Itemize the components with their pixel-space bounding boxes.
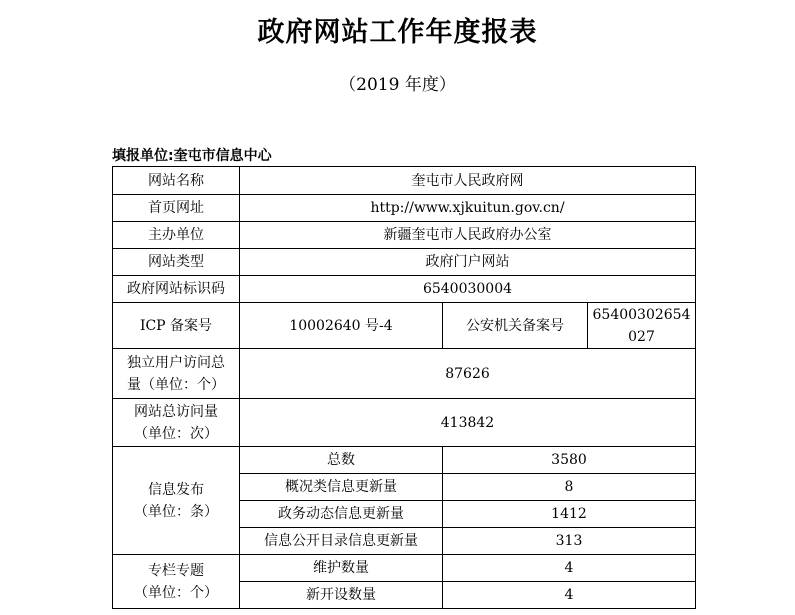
table-row <box>113 349 696 399</box>
homepage-value: http://www.xjkuitun.gov.cn/ <box>240 195 696 222</box>
total-visits-label-line2: （单位：次） <box>134 425 218 442</box>
unique-visitors-label-line2: 量（单位：个） <box>127 376 225 393</box>
info-release-label <box>113 447 240 555</box>
new-count-value: 4 <box>443 582 696 609</box>
table-row <box>113 303 696 349</box>
table-row <box>113 276 696 303</box>
site-name-label: 网站名称 <box>113 167 240 195</box>
site-type-value: 政府门户网站 <box>240 249 696 276</box>
table-row <box>113 447 696 474</box>
disclosure-update-value: 313 <box>443 528 696 555</box>
police-record-value <box>588 303 696 349</box>
police-record-value-line1: 65400302654 <box>592 306 691 323</box>
info-total-label: 总数 <box>240 447 443 474</box>
special-column-label-line1: 专栏专题 <box>148 562 204 579</box>
table-row <box>113 167 696 195</box>
table-row <box>113 222 696 249</box>
homepage-label: 首页网址 <box>113 195 240 222</box>
police-record-label: 公安机关备案号 <box>443 303 588 349</box>
site-type-label: 网站类型 <box>113 249 240 276</box>
info-total-value: 3580 <box>443 447 696 474</box>
filing-unit: 填报单位:奎屯市信息中心 <box>112 148 272 164</box>
info-release-label-line1: 信息发布 <box>148 481 204 498</box>
unique-visitors-value: 87626 <box>240 349 696 399</box>
table-row <box>113 195 696 222</box>
maintained-count-value: 4 <box>443 555 696 582</box>
icp-value: 10002640 号-4 <box>240 303 443 349</box>
report-year: （2019 年度） <box>339 75 456 95</box>
info-release-label-line2: （单位：条） <box>134 503 218 520</box>
overview-update-value: 8 <box>443 474 696 501</box>
total-visits-label <box>113 399 240 447</box>
police-record-value-line2: 027 <box>628 328 655 345</box>
new-count-label: 新开设数量 <box>240 582 443 609</box>
report-table <box>112 166 696 609</box>
site-name-value: 奎屯市人民政府网 <box>240 167 696 195</box>
news-update-value: 1412 <box>443 501 696 528</box>
sponsor-value: 新疆奎屯市人民政府办公室 <box>240 222 696 249</box>
total-visits-label-line1: 网站总访问量 <box>134 403 218 420</box>
icp-label: ICP 备案号 <box>113 303 240 349</box>
site-id-label: 政府网站标识码 <box>113 276 240 303</box>
special-column-label-line2: （单位：个） <box>134 584 218 601</box>
report-title: 政府网站工作年度报表 <box>257 17 538 48</box>
unique-visitors-label-line1: 独立用户访问总 <box>127 354 225 371</box>
overview-update-label: 概况类信息更新量 <box>240 474 443 501</box>
unique-visitors-label <box>113 349 240 399</box>
site-id-value: 6540030004 <box>240 276 696 303</box>
table-row <box>113 555 696 582</box>
disclosure-update-label: 信息公开目录信息更新量 <box>240 528 443 555</box>
table-row <box>113 399 696 447</box>
news-update-label: 政务动态信息更新量 <box>240 501 443 528</box>
sponsor-label: 主办单位 <box>113 222 240 249</box>
table-row <box>113 249 696 276</box>
special-column-label <box>113 555 240 609</box>
maintained-count-label: 维护数量 <box>240 555 443 582</box>
total-visits-value: 413842 <box>240 399 696 447</box>
